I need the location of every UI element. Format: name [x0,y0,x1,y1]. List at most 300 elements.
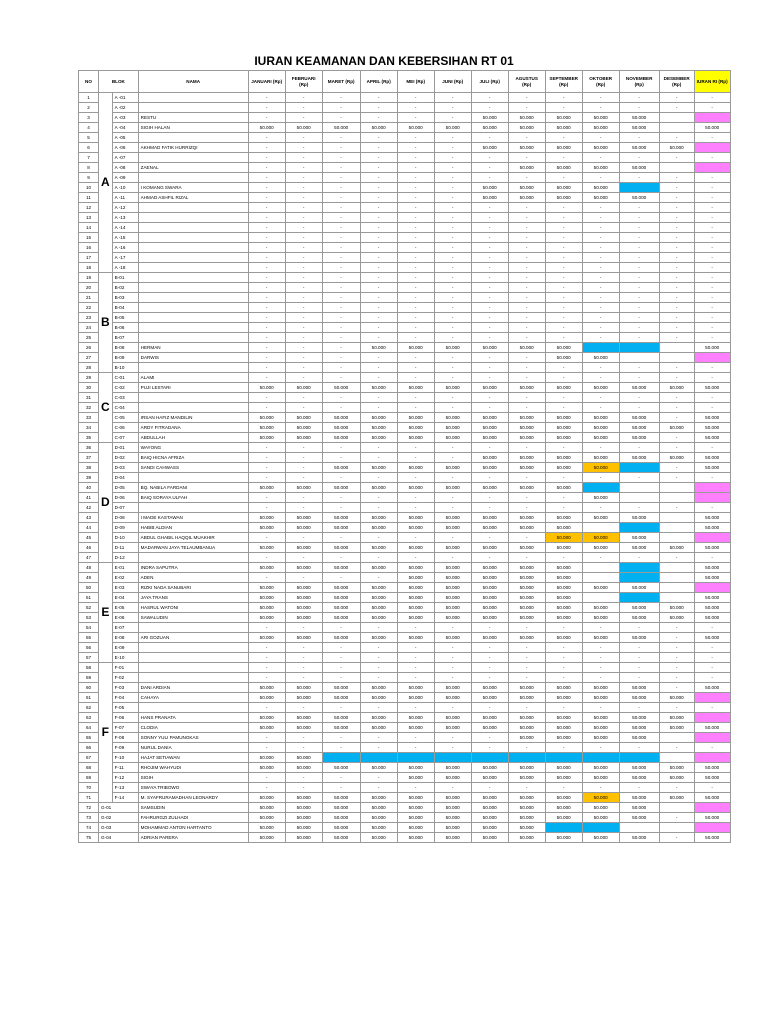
payment-cell: - [360,133,397,143]
payment-cell: - [248,773,285,783]
row-number: 26 [79,343,99,353]
payment-cell: - [434,473,471,483]
blok-code: B-05 [112,313,138,323]
row-number: 15 [79,233,99,243]
payment-cell: - [659,703,694,713]
block-group-letter: E [99,563,113,663]
payment-cell: - [582,203,619,213]
payment-cell: - [397,183,434,193]
payment-cell: 50.000 [694,453,730,463]
blok-code: A -10 [112,183,138,193]
table-row [79,753,731,763]
header-cell: NOVEMBER (Rp) [619,71,659,93]
payment-cell: - [582,403,619,413]
row-number: 37 [79,453,99,463]
payment-cell [360,753,397,763]
payment-cell: - [322,133,360,143]
payment-cell: - [434,143,471,153]
payment-cell: - [619,153,659,163]
payment-cell: - [659,243,694,253]
payment-cell: 50.000 [619,423,659,433]
payment-cell: - [471,293,508,303]
resident-name: SAMSUDIN [138,803,248,813]
payment-cell: - [285,673,322,683]
blok-code: A -09 [112,173,138,183]
payment-cell: - [508,223,545,233]
resident-name [138,263,248,273]
blok-code: F-12 [112,773,138,783]
table-row [79,303,731,313]
payment-cell: - [471,503,508,513]
payment-cell: - [694,783,730,793]
payment-cell: - [397,293,434,303]
payment-cell: - [659,173,694,183]
payment-cell: - [659,153,694,163]
payment-cell: - [659,93,694,103]
payment-cell: - [471,743,508,753]
payment-cell: 50.000 [434,123,471,133]
payment-cell: - [471,393,508,403]
payment-cell: 50.000 [508,343,545,353]
payment-cell: 50.000 [508,823,545,833]
payment-cell: 50.000 [694,833,730,843]
payment-cell: - [360,703,397,713]
payment-cell: - [434,303,471,313]
payment-cell: 50.000 [694,523,730,533]
table-row [79,813,731,823]
resident-name: ABDUL GHABIL HAQQIL MUAKHIR [138,533,248,543]
payment-cell: - [360,313,397,323]
payment-cell: 50.000 [434,343,471,353]
block-group-letter: A [99,93,113,273]
payment-cell: - [285,233,322,243]
resident-name: HAJAT SETIAWAN [138,753,248,763]
payment-cell: 50.000 [619,733,659,743]
payment-cell: - [659,743,694,753]
payment-cell: 50.000 [508,803,545,813]
table-row [79,183,731,193]
payment-cell: - [360,183,397,193]
table-row [79,193,731,203]
payment-cell: - [434,213,471,223]
payment-cell: 50.000 [582,533,619,543]
payment-cell [694,693,730,703]
payment-cell: - [508,173,545,183]
payment-cell: 50.000 [508,603,545,613]
payment-cell: 50.000 [322,433,360,443]
payment-cell: - [619,663,659,673]
payment-cell: - [434,113,471,123]
payment-cell: 50.000 [619,613,659,623]
payment-cell: 50.000 [471,113,508,123]
payment-cell: - [434,443,471,453]
payment-cell: - [471,443,508,453]
payment-cell: - [360,213,397,223]
payment-cell: 50.000 [360,723,397,733]
payment-cell: - [434,263,471,273]
payment-cell: 50.000 [508,563,545,573]
payment-cell [619,563,659,573]
resident-name [138,303,248,313]
payment-cell: 50.000 [545,723,582,733]
payment-cell: - [545,643,582,653]
resident-name: HASRUL WATONI [138,603,248,613]
payment-cell: - [360,663,397,673]
payment-cell: 50.000 [360,463,397,473]
table-row [79,523,731,533]
payment-cell: - [471,653,508,663]
payment-cell: 50.000 [322,613,360,623]
payment-cell: - [545,623,582,633]
payment-cell: - [471,473,508,483]
payment-cell: 50.000 [471,463,508,473]
payment-cell: 50.000 [545,593,582,603]
payment-cell: 50.000 [322,413,360,423]
payment-cell: 50.000 [322,693,360,703]
payment-cell: - [285,783,322,793]
payment-cell: - [285,223,322,233]
payment-cell: - [471,333,508,343]
payment-cell: 50.000 [248,383,285,393]
payment-cell: 50.000 [360,603,397,613]
payment-cell: - [397,233,434,243]
payment-cell: - [659,363,694,373]
header-cell: BLOK [99,71,139,93]
row-number: 14 [79,223,99,233]
payment-cell: 50.000 [248,803,285,813]
payment-cell: 50.000 [659,693,694,703]
resident-name [138,103,248,113]
payment-cell: - [619,783,659,793]
payment-cell: - [397,353,434,363]
payment-cell: 50.000 [397,593,434,603]
resident-name: DANI ARDIAN [138,683,248,693]
payment-cell [659,493,694,503]
row-number: 18 [79,263,99,273]
payment-cell: - [659,183,694,193]
payment-cell: 50.000 [397,543,434,553]
payment-cell: 50.000 [360,813,397,823]
payment-cell: - [397,203,434,213]
table-row [79,513,731,523]
table-row [79,573,731,583]
table-row [79,103,731,113]
payment-cell: 50.000 [397,423,434,433]
table-row [79,383,731,393]
row-number: 25 [79,333,99,343]
payment-cell: - [471,253,508,263]
payment-cell: 50.000 [434,713,471,723]
payment-cell: 50.000 [434,563,471,573]
resident-name [138,223,248,233]
payment-cell: - [248,353,285,363]
blok-code: A -08 [112,163,138,173]
table-row [79,203,731,213]
payment-cell: 50.000 [397,683,434,693]
payment-cell: - [285,243,322,253]
payment-cell: 50.000 [545,513,582,523]
payment-cell: 50.000 [619,803,659,813]
header-cell: OKTOBER (Rp) [582,71,619,93]
payment-cell: - [508,643,545,653]
payment-cell: - [582,783,619,793]
payment-cell: - [508,503,545,513]
payment-cell: 50.000 [619,453,659,463]
payment-cell [694,493,730,503]
payment-cell: - [694,263,730,273]
row-number: 11 [79,193,99,203]
payment-cell: - [582,503,619,513]
payment-cell: 50.000 [508,693,545,703]
payment-cell: - [322,153,360,163]
payment-cell: - [471,103,508,113]
payment-cell: - [508,313,545,323]
payment-cell: 50.000 [545,453,582,463]
payment-cell: 50.000 [694,413,730,423]
payment-cell: - [322,733,360,743]
payment-cell: 50.000 [582,803,619,813]
payment-cell: 50.000 [619,383,659,393]
blok-code: F-01 [112,663,138,673]
payment-cell: 50.000 [545,353,582,363]
row-number: 8 [79,163,99,173]
table-row [79,443,731,453]
payment-cell: - [434,533,471,543]
resident-name: FAHRURGZI ZULHADI [138,813,248,823]
row-number: 46 [79,543,99,553]
payment-cell: 50.000 [582,433,619,443]
payment-cell: 50.000 [434,593,471,603]
payment-cell: 50.000 [659,613,694,623]
payment-cell: - [471,323,508,333]
blok-code: F-11 [112,763,138,773]
blok-code: A -14 [112,223,138,233]
resident-name [138,153,248,163]
blok-code: F-03 [112,683,138,693]
payment-cell: 50.000 [694,343,730,353]
payment-cell: - [582,293,619,303]
payment-cell: - [659,323,694,333]
payment-cell: 50.000 [285,523,322,533]
payment-cell [659,823,694,833]
blok-code: D-08 [112,513,138,523]
payment-cell: 50.000 [434,463,471,473]
row-number: 53 [79,613,99,623]
blok-code: B-02 [112,283,138,293]
payment-cell: - [322,263,360,273]
payment-cell: - [322,143,360,153]
payment-cell: - [659,643,694,653]
payment-cell: - [434,783,471,793]
payment-cell: - [397,263,434,273]
payment-cell: 50.000 [322,583,360,593]
blok-code: C-06 [112,423,138,433]
payment-cell: 50.000 [360,563,397,573]
header-cell: DESEMBER (Rp) [659,71,694,93]
payment-cell: - [322,553,360,563]
payment-cell: - [322,323,360,333]
payment-cell: - [285,363,322,373]
payment-cell: 50.000 [471,833,508,843]
payment-cell: - [619,373,659,383]
payment-cell: 50.000 [285,753,322,763]
payment-cell: - [248,643,285,653]
payment-cell: - [619,223,659,233]
payment-cell: - [248,113,285,123]
payment-cell: 50.000 [397,463,434,473]
payment-cell: 50.000 [545,693,582,703]
payment-cell: 50.000 [545,163,582,173]
payment-cell [545,753,582,763]
payment-cell: 50.000 [582,353,619,363]
payment-cell: 50.000 [360,763,397,773]
payment-cell: 50.000 [471,803,508,813]
resident-name: MOHAMMAD ANTON HARTANTO [138,823,248,833]
payment-cell: - [360,113,397,123]
payment-cell: 50.000 [694,123,730,133]
payment-cell: - [434,163,471,173]
payment-cell: - [582,373,619,383]
blok-code: E-02 [112,573,138,583]
row-number: 60 [79,683,99,693]
payment-cell: 50.000 [545,763,582,773]
payment-cell: - [434,233,471,243]
payment-cell: 50.000 [545,543,582,553]
payment-cell: 50.000 [434,763,471,773]
header-cell: NO [79,71,99,93]
payment-cell: - [471,213,508,223]
header-cell: NAMA [138,71,248,93]
payment-cell: - [619,173,659,183]
blok-code: A -18 [112,263,138,273]
payment-cell: - [508,323,545,333]
payment-cell: 50.000 [285,123,322,133]
payment-cell: - [360,493,397,503]
payment-cell: - [659,103,694,113]
payment-cell: - [545,493,582,503]
payment-cell: 50.000 [545,713,582,723]
resident-name: NURUL DANIA [138,743,248,753]
payment-cell: 50.000 [545,573,582,583]
payment-cell: - [285,533,322,543]
payment-cell: 50.000 [582,723,619,733]
payment-cell: - [545,253,582,263]
resident-name [138,133,248,143]
payment-cell: - [471,233,508,243]
payment-cell: 50.000 [434,423,471,433]
payment-cell: - [434,653,471,663]
row-number: 66 [79,743,99,753]
payment-cell: - [545,93,582,103]
payment-cell: 50.000 [582,413,619,423]
row-number: 43 [79,513,99,523]
payment-cell: 50.000 [285,413,322,423]
payment-cell: - [285,373,322,383]
payment-cell: 50.000 [545,343,582,353]
payment-cell [694,823,730,833]
payment-cell: - [694,173,730,183]
payment-cell: - [694,223,730,233]
payment-cell: - [360,363,397,373]
payment-cell: - [694,183,730,193]
payment-cell: 50.000 [285,713,322,723]
payment-cell: - [397,443,434,453]
payment-cell [659,573,694,583]
row-number: 32 [79,403,99,413]
payment-cell: - [694,373,730,383]
payment-cell: 50.000 [397,823,434,833]
payment-cell: 50.000 [248,633,285,643]
payment-cell: - [619,443,659,453]
payment-cell: - [508,303,545,313]
payment-cell: 50.000 [397,793,434,803]
payment-cell: 50.000 [434,573,471,583]
payment-cell: - [285,273,322,283]
payment-cell: 50.000 [659,723,694,733]
payment-cell: 50.000 [545,423,582,433]
payment-cell: - [619,103,659,113]
payment-cell: 50.000 [397,583,434,593]
table-row [79,773,731,783]
payment-cell: - [508,703,545,713]
payment-cell: 50.000 [360,823,397,833]
payment-cell: - [248,403,285,413]
payment-cell [582,753,619,763]
header-cell: MEI (Rp) [397,71,434,93]
payment-cell: - [619,263,659,273]
payment-cell: - [659,293,694,303]
payment-cell: - [322,363,360,373]
payment-cell: 50.000 [434,773,471,783]
blok-code: C-05 [112,413,138,423]
table-row [79,803,731,813]
payment-cell: - [471,303,508,313]
table-row [79,783,731,793]
payment-cell: 50.000 [471,453,508,463]
payment-cell: - [659,133,694,143]
payment-cell: - [659,413,694,423]
payment-cell [582,573,619,583]
payment-cell: - [545,443,582,453]
payment-cell: - [248,223,285,233]
payment-cell: 50.000 [582,183,619,193]
payment-cell: 50.000 [397,613,434,623]
blok-code: F-06 [112,713,138,723]
payment-cell: 50.000 [471,423,508,433]
payment-cell [694,713,730,723]
table-row [79,543,731,553]
payment-cell [619,353,659,363]
payment-cell: 50.000 [471,583,508,593]
blok-code: B-01 [112,273,138,283]
payment-cell: 50.000 [248,413,285,423]
payment-cell: - [471,263,508,273]
header-cell: APRIL (Rp) [360,71,397,93]
blok-code: F-07 [112,723,138,733]
payment-cell: - [582,273,619,283]
blok-code: B-08 [112,343,138,353]
resident-name: ARDY FITRADANA [138,423,248,433]
payment-cell: 50.000 [322,813,360,823]
payment-cell: - [285,103,322,113]
blok-code: F-14 [112,793,138,803]
payment-cell: 50.000 [694,683,730,693]
payment-cell: - [322,273,360,283]
payment-cell: - [285,643,322,653]
payment-cell: 50.000 [248,583,285,593]
payment-cell: - [248,203,285,213]
payment-cell: - [248,323,285,333]
